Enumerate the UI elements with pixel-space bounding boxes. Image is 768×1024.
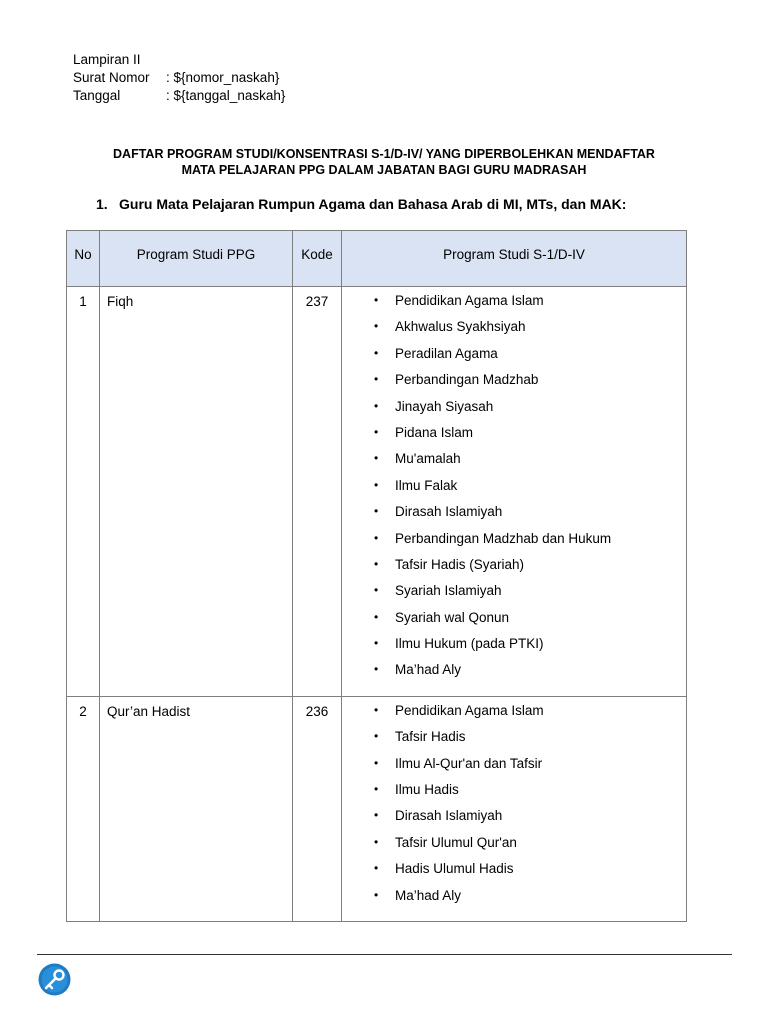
header-no: No <box>67 231 100 287</box>
list-item: • Peradilan Agama <box>342 345 686 371</box>
letter-header <box>73 51 285 105</box>
section-number: 1. <box>96 196 108 212</box>
surat-nomor-label: Surat Nomor <box>73 70 150 85</box>
header-program-s1: Program Studi S-1/D-IV <box>342 231 687 287</box>
row-program-ppg: Fiqh <box>100 287 293 697</box>
row-number: 1 <box>67 287 100 697</box>
list-item: • Tafsir Ulumul Qur'an <box>342 834 686 860</box>
scribd-key-icon <box>38 963 71 996</box>
tanggal-label: Tanggal <box>73 88 121 103</box>
row-program-s1-list <box>342 696 687 921</box>
list-item: • Jinayah Siyasah <box>342 398 686 424</box>
list-item: • Ma’had Aly <box>342 661 686 687</box>
row-kode: 236 <box>293 696 342 921</box>
table-header-row <box>67 231 687 287</box>
list-item: • Tafsir Hadis <box>342 728 686 754</box>
list-item: • Ilmu Al-Qur'an dan Tafsir <box>342 755 686 781</box>
list-item: • Pidana Islam <box>342 424 686 450</box>
list-item: • Hadis Ulumul Hadis <box>342 860 686 886</box>
table-row <box>67 287 687 697</box>
section-heading <box>96 196 626 212</box>
footer-divider <box>37 954 732 955</box>
list-item: • Pendidikan Agama Islam <box>342 702 686 728</box>
lampiran-label: Lampiran II <box>73 52 141 67</box>
list-item: • Mu'amalah <box>342 450 686 476</box>
program-s1-list <box>342 697 686 921</box>
list-item: • Perbandingan Madzhab <box>342 371 686 397</box>
row-number: 2 <box>67 696 100 921</box>
header-program-ppg: Program Studi PPG <box>100 231 293 287</box>
surat-nomor-value: : ${nomor_naskah} <box>166 70 280 85</box>
list-item: • Tafsir Hadis (Syariah) <box>342 556 686 582</box>
row-program-s1-list <box>342 287 687 697</box>
list-item: • Ilmu Falak <box>342 477 686 503</box>
list-item: • Pendidikan Agama Islam <box>342 292 686 318</box>
list-item: • Akhwalus Syakhsiyah <box>342 318 686 344</box>
list-item: • Dirasah Islamiyah <box>342 503 686 529</box>
list-item: • Syariah Islamiyah <box>342 582 686 608</box>
title-line-1: DAFTAR PROGRAM STUDI/KONSENTRASI S-1/D-IV/ YANG DIPERBOLEHKAN MENDAFTAR <box>113 147 655 161</box>
header-kode: Kode <box>293 231 342 287</box>
list-item: • Ilmu Hadis <box>342 781 686 807</box>
table-row <box>67 696 687 921</box>
list-item: • Ilmu Hukum (pada PTKI) <box>342 635 686 661</box>
list-item: • Perbandingan Madzhab dan Hukum <box>342 530 686 556</box>
program-s1-list <box>342 287 686 696</box>
row-kode: 237 <box>293 287 342 697</box>
tanggal-row <box>73 87 285 105</box>
section-title: Guru Mata Pelajaran Rumpun Agama dan Bahasa Arab di MI, MTs, dan MAK: <box>119 196 627 212</box>
row-program-ppg: Qur’an Hadist <box>100 696 293 921</box>
program-study-table <box>66 230 687 922</box>
surat-nomor-row <box>73 69 285 87</box>
list-item: • Syariah wal Qonun <box>342 609 686 635</box>
list-item: • Ma’had Aly <box>342 887 686 913</box>
tanggal-value: : ${tanggal_naskah} <box>166 88 286 103</box>
document-title <box>0 146 768 178</box>
list-item: • Dirasah Islamiyah <box>342 807 686 833</box>
title-line-2: MATA PELAJARAN PPG DALAM JABATAN BAGI GURU MADRASAH <box>181 163 587 177</box>
